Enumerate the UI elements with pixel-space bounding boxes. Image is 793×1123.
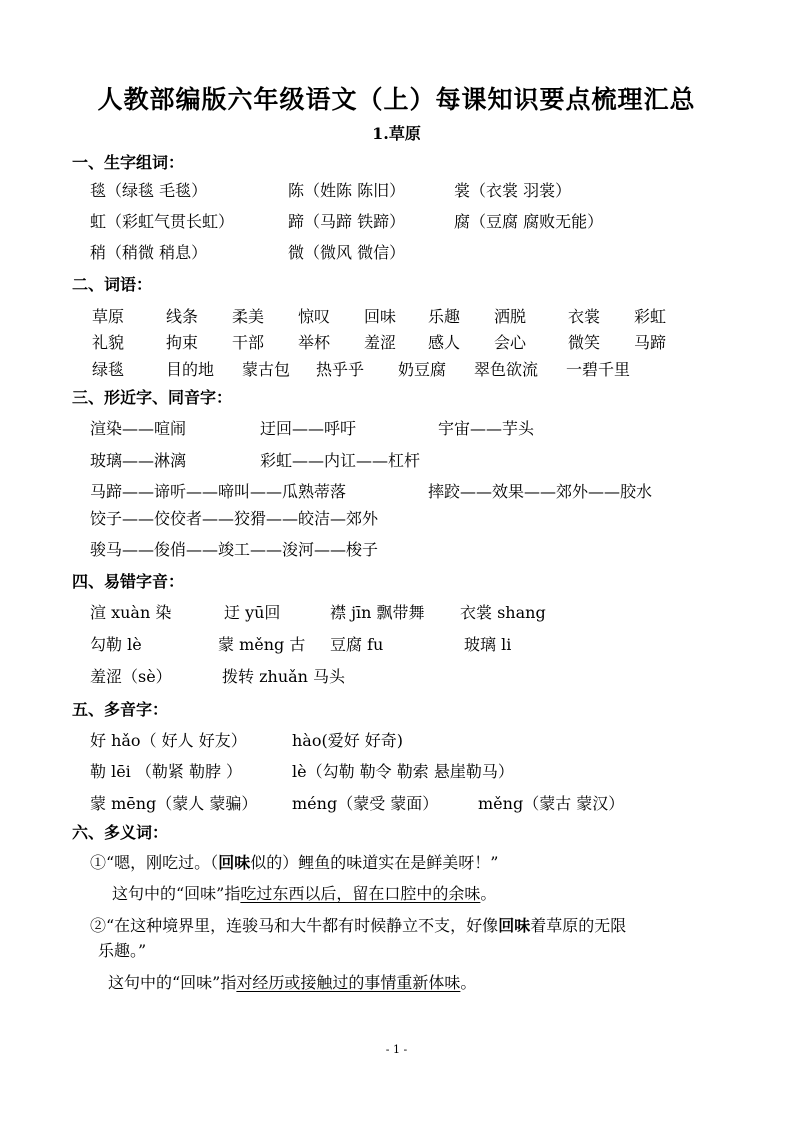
polyphone-item: měng（蒙古 蒙汉）	[478, 794, 625, 813]
keyword-highlight: 回味	[498, 916, 531, 935]
word-item: 绿毯	[92, 360, 125, 379]
word-item: 乐趣	[428, 307, 461, 326]
pinyin-item: 迂 yū回	[224, 603, 281, 622]
pinyin-item: 襟 jīn 飘带舞	[330, 603, 425, 622]
vocab-entry: 虹（彩虹气贯长虹）	[90, 212, 235, 231]
polysemy-quote-2	[90, 913, 626, 936]
word-item: 目的地	[166, 360, 215, 379]
polyphone-item: 蒙 mēng（蒙人 蒙骗）	[90, 794, 258, 813]
quote-text: ①“嗯，刚吃过。（	[90, 853, 219, 872]
word-item: 羞涩	[364, 333, 397, 352]
word-item: 一碧千里	[566, 360, 631, 379]
vocab-entry: 裳（衣裳 羽裳）	[454, 181, 572, 200]
char-group: 彩虹——内讧——杠杆	[260, 451, 421, 470]
word-item: 举杯	[298, 333, 331, 352]
word-item: 洒脱	[494, 307, 527, 326]
word-item: 会心	[494, 333, 527, 352]
page-number: - 1 -	[385, 1043, 408, 1056]
polyphone-item: méng（蒙受 蒙面）	[292, 794, 439, 813]
explanation-text: 。	[460, 973, 477, 992]
word-item: 翠色欲流	[474, 360, 539, 379]
word-item: 线条	[166, 307, 199, 326]
explanation-text: 这句中的“回味”指	[112, 884, 241, 903]
vocab-entry: 蹄（马蹄 铁蹄）	[288, 212, 406, 231]
word-item: 惊叹	[298, 307, 331, 326]
page-title: 人教部编版六年级语文（上）每课知识要点梳理汇总	[97, 85, 696, 114]
char-group: 宇宙——芋头	[438, 419, 535, 438]
underlined-meaning: 吃过东西以后，留在口腔中的余味	[240, 884, 481, 903]
quote-text: ②“在这种境界里，连骏马和大牛都有时候静立不支，好像	[90, 916, 499, 935]
polyphone-item: lè（勾勒 勒令 勒索 悬崖勒马）	[292, 762, 514, 781]
vocab-entry: 陈（姓陈 陈旧）	[288, 181, 406, 200]
char-group: 迂回——呼吁	[260, 419, 357, 438]
word-item: 干部	[232, 333, 265, 352]
word-item: 草原	[92, 307, 125, 326]
pinyin-item: 衣裳 shang	[460, 603, 546, 622]
quote-text: 着草原的无限	[530, 916, 627, 935]
polysemy-quote-2-continued: 乐趣。”	[98, 941, 147, 960]
section-heading-pronunciation: 四、易错字音：	[72, 572, 185, 591]
section-heading-vocab-words: 一、生字组词：	[72, 153, 185, 172]
pinyin-item: 拨转 zhuǎn 马头	[222, 667, 346, 686]
section-heading-similar-chars: 三、形近字、同音字：	[72, 388, 233, 407]
char-group: 摔跤——效果——郊外——胶水	[428, 482, 653, 501]
char-group: 饺子——佼佼者——狡猾——皎洁—郊外	[90, 509, 379, 528]
word-item: 微笑	[568, 333, 601, 352]
explanation-text: 。	[480, 884, 497, 903]
char-group: 玻璃——淋漓	[90, 451, 187, 470]
vocab-entry: 微（微风 微信）	[288, 243, 406, 262]
polyphone-item: 好 hǎo（ 好人 好友）	[90, 731, 247, 750]
char-group: 渲染——喧闹	[90, 419, 187, 438]
char-group: 骏马——俊俏——竣工——浚河——梭子	[90, 540, 379, 559]
section-heading-polyphones: 五、多音字：	[72, 700, 169, 719]
lesson-title: 1.草原	[372, 124, 421, 143]
section-heading-words: 二、词语：	[72, 275, 153, 294]
vocab-entry: 稍（稍微 稍息）	[90, 243, 208, 262]
underlined-meaning: 对经历或接触过的事情重新体味	[236, 973, 461, 992]
polysemy-explanation-1	[112, 881, 496, 904]
char-group: 马蹄——谛听——啼叫——瓜熟蒂落	[90, 482, 347, 501]
pinyin-item: 羞涩（sè）	[90, 667, 172, 686]
word-item: 蒙古包	[242, 360, 291, 379]
keyword-highlight: 回味	[218, 853, 251, 872]
word-item: 柔美	[232, 307, 265, 326]
pinyin-item: 渲 xuàn 染	[90, 603, 172, 622]
word-item: 热乎乎	[316, 360, 365, 379]
polysemy-quote-1	[90, 850, 498, 873]
word-item: 奶豆腐	[398, 360, 447, 379]
pinyin-item: 勾勒 lè	[90, 635, 142, 654]
word-item: 马蹄	[634, 333, 667, 352]
pinyin-item: 玻璃 li	[464, 635, 512, 654]
word-item: 衣裳	[568, 307, 601, 326]
polysemy-explanation-2	[108, 970, 476, 993]
quote-text: 似的）鲤鱼的味道实在是鲜美呀！”	[250, 853, 499, 872]
vocab-entry: 腐（豆腐 腐败无能）	[454, 212, 604, 231]
word-item: 彩虹	[634, 307, 667, 326]
word-item: 回味	[364, 307, 397, 326]
section-heading-polysemy: 六、多义词：	[72, 823, 169, 842]
explanation-text: 这句中的“回味”指	[108, 973, 237, 992]
word-item: 礼貌	[92, 333, 125, 352]
word-item: 感人	[428, 333, 461, 352]
polyphone-item: 勒 lēi （勒紧 勒脖 ）	[90, 762, 243, 781]
vocab-entry: 毯（绿毯 毛毯）	[90, 181, 208, 200]
pinyin-item: 豆腐 fu	[330, 635, 384, 654]
word-item: 拘束	[166, 333, 199, 352]
polyphone-item: hào(爱好 好奇)	[292, 731, 404, 750]
pinyin-item: 蒙 měng 古	[218, 635, 306, 654]
